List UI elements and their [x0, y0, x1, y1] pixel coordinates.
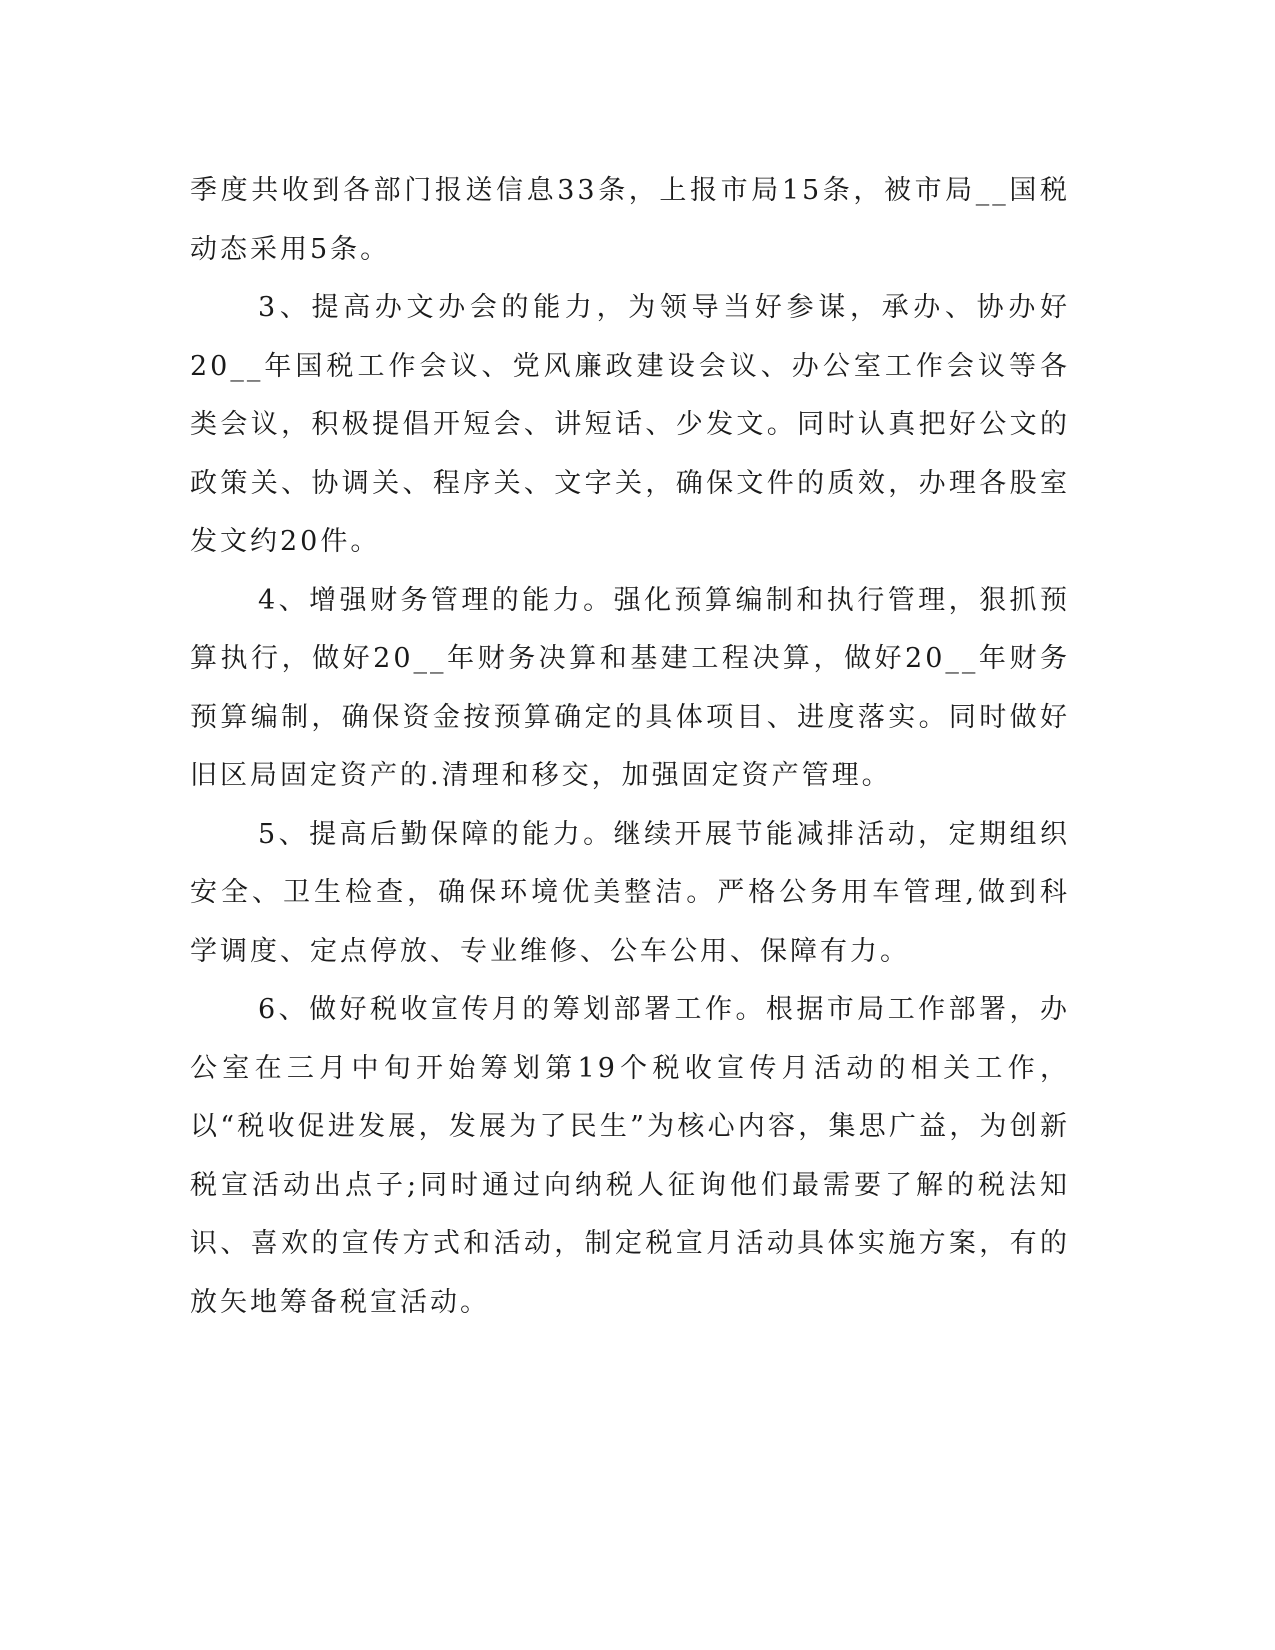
document-body: [190, 162, 1070, 1332]
paragraph-item-5: 5、提高后勤保障的能力。继续开展节能减排活动，定期组织安全、卫生检查，确保环境优美整洁。严格公务用车管理,做到科学调度、定点停放、专业维修、公车公用、保障有力。: [190, 818, 1070, 967]
paragraph-item-6: 6、做好税收宣传月的筹划部署工作。根据市局工作部署，办公室在三月中旬开始筹划第19个税收宣传月活动的相关工作，以“税收促进发展，发展为了民生”为核心内容，集思广益，为创新税宣活动出点子;同时通过向纳税人征询他们最需要了解的税法知识、喜欢的宣传方式和活动，制定税宣月活动具体实施方案，有的放矢地筹备税宣活动。: [190, 994, 1070, 1318]
paragraph-item-4: 4、增强财务管理的能力。强化预算编制和执行管理，狠抓预算执行，做好20__年财务决算和基建工程决算，做好20__年财务预算编制，确保资金按预算确定的具体项目、进度落实。同时做好旧区局固定资产的.清理和移交，加强固定资产管理。: [190, 584, 1070, 791]
paragraph-continuation: 季度共收到各部门报送信息33条，上报市局15条，被市局__国税动态采用5条。: [190, 175, 1070, 265]
paragraph-item-3: 3、提高办文办会的能力，为领导当好参谋，承办、协办好20__年国税工作会议、党风廉政建设会议、办公室工作会议等各类会议，积极提倡开短会、讲短话、少发文。同时认真把好公文的政策关、协调关、程序关、文字关，确保文件的质效，办理各股室发文约20件。: [190, 292, 1070, 557]
